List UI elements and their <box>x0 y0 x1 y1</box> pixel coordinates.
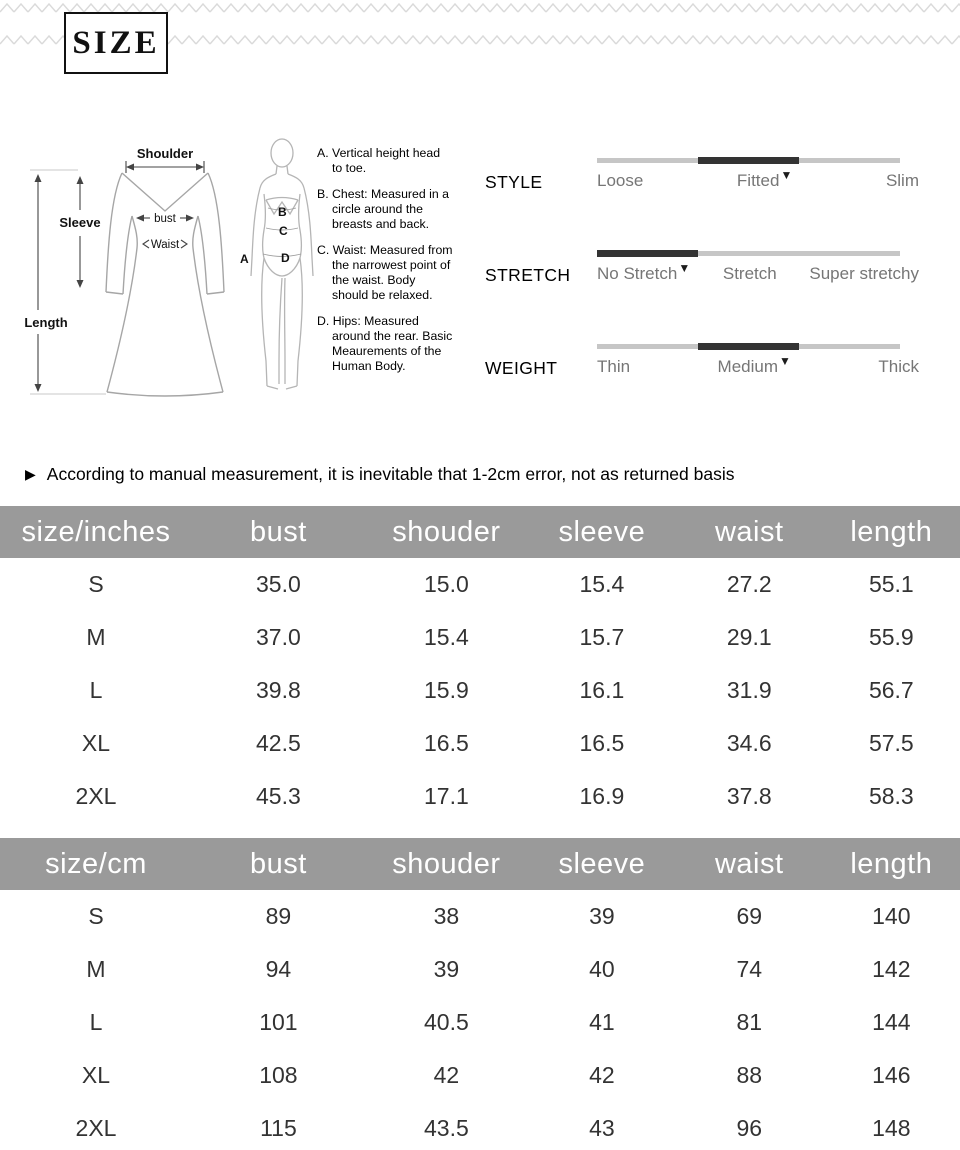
selected-marker-icon: ▼ <box>780 168 793 182</box>
table-row <box>0 717 960 770</box>
option-label: Thick <box>878 357 919 376</box>
figure-label-c: C <box>279 224 288 238</box>
option-label: Stretch <box>722 264 777 283</box>
table-cell: 45.3 <box>256 783 301 809</box>
size-label: XL <box>81 1062 111 1088</box>
weight-attribute-row <box>0 336 960 396</box>
size-label: M <box>86 624 106 650</box>
description-key: C. <box>317 243 330 257</box>
weight-slider-track <box>597 344 900 349</box>
size-label: L <box>89 677 103 703</box>
column-header: waist <box>714 847 784 880</box>
table-cell: 17.1 <box>424 783 469 809</box>
table-cell: 94 <box>265 956 292 982</box>
option-label: Thin <box>597 357 631 376</box>
table-row <box>0 996 960 1049</box>
table-cell: 35.0 <box>256 571 301 597</box>
table-cell: 146 <box>872 1062 911 1088</box>
size-label: 2XL <box>75 1115 117 1141</box>
stretch-attribute-row <box>0 243 960 303</box>
table-cell: 142 <box>872 956 911 982</box>
table-cell: 37.8 <box>726 783 772 809</box>
column-header: sleeve <box>558 847 646 880</box>
table-cell: 16.5 <box>424 730 469 756</box>
column-header: length <box>850 515 933 548</box>
selected-marker-icon: ▼ <box>678 261 691 275</box>
column-header: sleeve <box>558 515 646 548</box>
style-slider-track <box>597 158 900 163</box>
option-slim <box>886 171 919 191</box>
table-header-row <box>0 838 960 890</box>
figure-label-b: B <box>278 205 287 219</box>
table-cell: 15.4 <box>579 571 625 597</box>
table-cell: 34.6 <box>726 730 772 756</box>
table-row <box>0 611 960 664</box>
description-text: Hips: Measured around the rear. Basic Meaurements of the Human Body. <box>332 314 453 373</box>
option-fitted <box>736 168 793 191</box>
option-label: Medium <box>717 357 779 376</box>
table-cell: 16.9 <box>579 783 625 809</box>
figure-label-a: A <box>240 252 249 266</box>
attribute-label-style: STYLE <box>485 172 543 192</box>
bust-label: bust <box>154 213 176 225</box>
table-cell: 16.5 <box>579 730 625 756</box>
table-cell: 101 <box>259 1009 298 1035</box>
option-thick <box>878 357 919 377</box>
description-key: A. <box>317 146 329 160</box>
weight-slider-fill <box>698 343 799 350</box>
page-title-box <box>64 12 168 74</box>
table-cell: 74 <box>736 956 763 982</box>
style-attribute-row <box>0 150 960 210</box>
sleeve-label: Sleeve <box>59 215 101 230</box>
table-cell: 31.9 <box>726 677 772 703</box>
table-cell: 140 <box>872 903 911 929</box>
table-cell: 42.5 <box>256 730 301 756</box>
option-label: Loose <box>597 171 644 190</box>
description-text: Vertical height head to toe. <box>332 146 441 175</box>
table-cell: 43 <box>589 1115 615 1141</box>
column-header: shouder <box>392 515 501 548</box>
table-cell: 16.1 <box>579 677 625 703</box>
table-cell: 57.5 <box>868 730 914 756</box>
note-text: According to manual measurement, it is inevitable that 1-2cm error, not as returned basis <box>46 464 735 484</box>
style-options <box>597 168 919 191</box>
table-cell: 41 <box>589 1009 615 1035</box>
table-cell: 27.2 <box>726 571 772 597</box>
table-cell: 58.3 <box>868 783 914 809</box>
table-row <box>0 890 960 943</box>
length-label: Length <box>24 315 68 330</box>
table-header-row <box>0 506 960 558</box>
option-label: Slim <box>885 171 919 190</box>
weight-options <box>597 354 919 377</box>
table-cell: 115 <box>260 1115 297 1141</box>
table-cell: 37.0 <box>256 624 301 650</box>
table-cell: 55.1 <box>868 571 914 597</box>
table-cell: 144 <box>872 1009 911 1035</box>
option-label: Super stretchy <box>809 264 919 283</box>
table-cell: 15.4 <box>424 624 469 650</box>
description-text: Chest: Measured in a circle around the breasts and back. <box>332 187 449 231</box>
shoulder-label: Shoulder <box>136 146 194 161</box>
column-header: bust <box>249 847 307 880</box>
page-title: SIZE <box>72 24 160 61</box>
table-body <box>0 890 960 1150</box>
column-header: waist <box>714 515 784 548</box>
table-row <box>0 558 960 611</box>
table-row <box>0 664 960 717</box>
description-text: Waist: Measured from the narrowest point of the waist. Body should be relaxed. <box>332 243 453 302</box>
table-cell: 39.8 <box>256 677 301 703</box>
table-cell: 39 <box>433 956 460 982</box>
table-cell: 42 <box>433 1062 460 1088</box>
option-label: No Stretch <box>597 264 678 283</box>
option-no-stretch <box>597 261 691 284</box>
table-cell: 108 <box>259 1062 298 1088</box>
table-row <box>0 943 960 996</box>
size-chart-cm <box>0 838 960 1150</box>
column-header: bust <box>249 515 307 548</box>
table-cell: 40 <box>589 956 615 982</box>
figure-label-d: D <box>281 251 290 265</box>
note-bullet-icon: ▶ <box>25 466 36 482</box>
measurement-note <box>25 464 734 485</box>
table-cell: 42 <box>589 1062 615 1088</box>
size-label: M <box>86 956 106 982</box>
description-key: D. <box>317 314 330 328</box>
table-row <box>0 770 960 823</box>
table-cell: 148 <box>872 1115 911 1141</box>
table-cell: 96 <box>736 1115 763 1141</box>
option-loose <box>597 171 643 191</box>
selected-marker-icon: ▼ <box>779 354 791 368</box>
table-row <box>0 1102 960 1150</box>
table-cell: 69 <box>736 903 763 929</box>
size-label: S <box>88 571 104 597</box>
table-row <box>0 1049 960 1102</box>
column-header: size/cm <box>45 847 147 880</box>
stretch-options <box>597 261 919 284</box>
column-header: size/inches <box>21 515 171 548</box>
size-chart-inches <box>0 506 960 823</box>
table-cell: 38 <box>433 903 460 929</box>
attribute-label-stretch: STRETCH <box>485 265 571 285</box>
option-label: Fitted <box>736 171 780 190</box>
table-cell: 15.9 <box>424 677 469 703</box>
table-cell: 56.7 <box>868 677 914 703</box>
size-label: 2XL <box>75 783 117 809</box>
description-key: B. <box>317 187 329 201</box>
table-cell: 43.5 <box>424 1115 469 1141</box>
stretch-slider-fill <box>597 250 698 257</box>
table-cell: 15.0 <box>424 571 469 597</box>
table-cell: 29.1 <box>726 624 772 650</box>
stretch-slider-track <box>597 251 900 256</box>
table-cell: 15.7 <box>579 624 625 650</box>
size-label: S <box>88 903 104 929</box>
waist-label: Waist <box>150 239 180 251</box>
column-header: length <box>850 847 933 880</box>
table-cell: 40.5 <box>424 1009 469 1035</box>
option-thin <box>597 357 630 377</box>
style-slider-fill <box>698 157 799 164</box>
option-medium <box>717 354 791 377</box>
table-cell: 39 <box>589 903 615 929</box>
column-header: shouder <box>392 847 501 880</box>
table-cell: 55.9 <box>868 624 914 650</box>
table-body <box>0 558 960 823</box>
option-stretch <box>723 264 777 284</box>
table-cell: 89 <box>265 903 292 929</box>
option-super-stretchy <box>809 264 919 284</box>
table-cell: 88 <box>736 1062 763 1088</box>
size-label: L <box>89 1009 103 1035</box>
attribute-label-weight: WEIGHT <box>485 358 558 378</box>
size-label: XL <box>81 730 111 756</box>
table-cell: 81 <box>736 1009 763 1035</box>
